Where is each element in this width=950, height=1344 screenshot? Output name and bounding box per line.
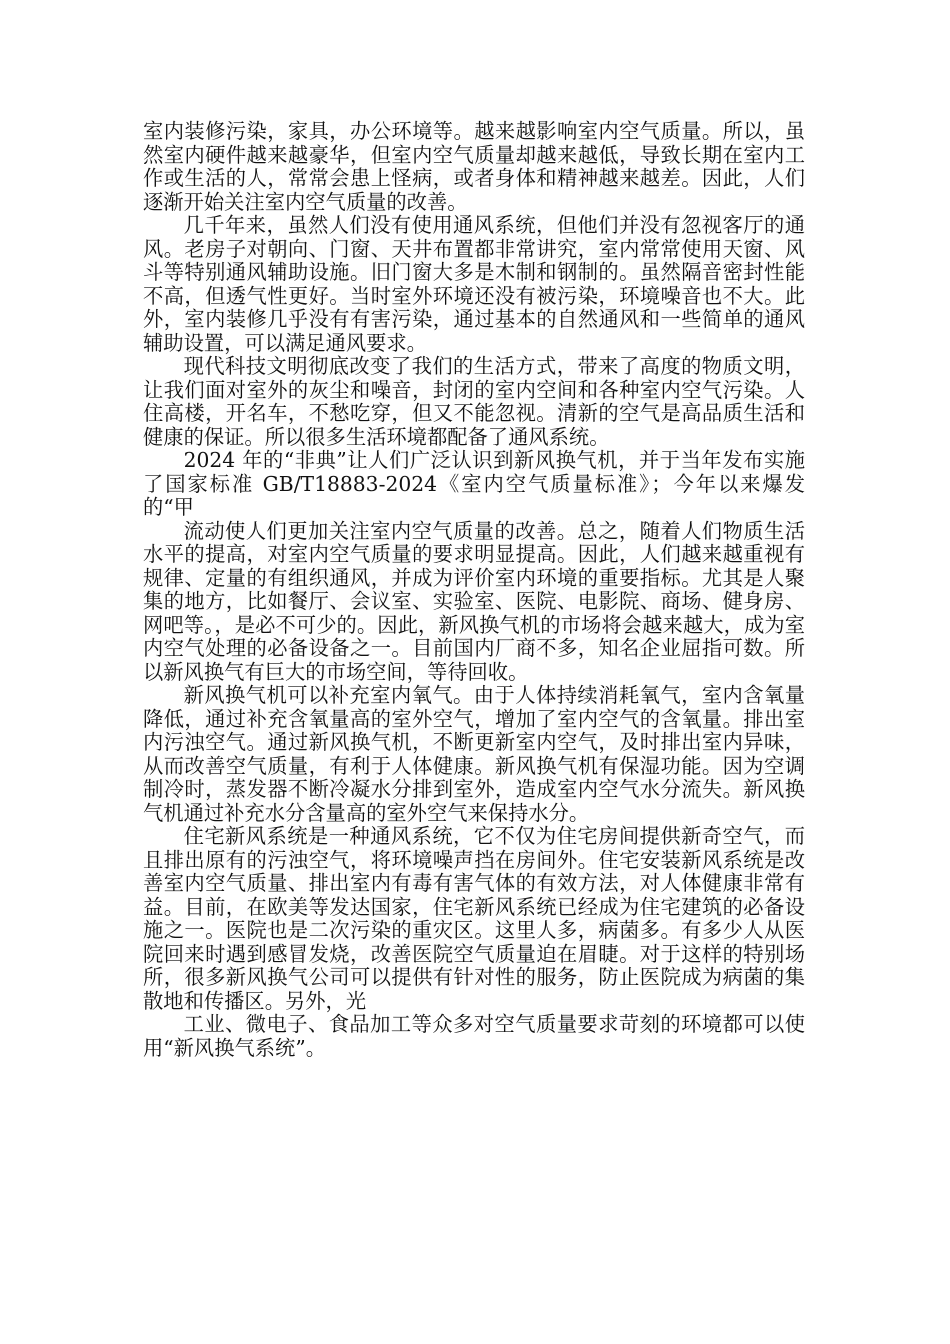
document-body (143, 120, 805, 1060)
paragraph: 工业、微电子、食品加工等众多对空气质量要求苛刻的环境都可以使用“新风换气系统”。 (143, 1012, 805, 1060)
paragraph: 住宅新风系统是一种通风系统，它不仅为住宅房间提供新奇空气，而且排出原有的污浊空气，将环境噪声挡在房间外。住宅安装新风系统是改善室内空气质量、排出室内有毒有害气体的有效方法，对人体健康非常有益。目前，在欧美等发达国家，住宅新风系统已经成为住宅建筑的必备设施之一。医院也是二次污染的重灾区。这里人多，病菌多。有多少人从医院回来时遇到感冒发烧，改善医院空气质量迫在眉睫。对于这样的特别场所，很多新风换气公司可以提供有针对性的服务，防止医院成为病菌的集散地和传播区。另外，光 (143, 824, 805, 1013)
paragraph: 几千年来，虽然人们没有使用通风系统，但他们并没有忽视客厅的通风。老房子对朝向、门窗、天井布置都非常讲究，室内常常使用天窗、风斗等特别通风辅助设施。旧门窗大多是木制和钢制的。虽然隔音密封性能不高，但透气性更好。当时室外环境还没有被污染，环境噪音也不大。此外，室内装修几乎没有有害污染，通过基本的自然通风和一些简单的通风辅助设置，可以满足通风要求。 (143, 213, 805, 355)
paragraph: 2024 年的“非典”让人们广泛认识到新风换气机，并于当年发布实施了国家标准 GB/T18883-2024《室内空气质量标准》；今年以来爆发的“甲 (143, 448, 805, 519)
paragraph: 室内装修污染，家具，办公环境等。越来越影响室内空气质量。所以，虽然室内硬件越来越豪华，但室内空气质量却越来越低，导致长期在室内工作或生活的人，常常会患上怪病，或者身体和精神越来越差。因此，人们逐渐开始关注室内空气质量的改善。 (143, 119, 805, 214)
paragraph: 现代科技文明彻底改变了我们的生活方式，带来了高度的物质文明，让我们面对室外的灰尘和噪音，封闭的室内空间和各种室内空气污染。人住高楼，开名车，不愁吃穿，但又不能忽视。清新的空气是高品质生活和健康的保证。所以很多生活环境都配备了通风系统。 (143, 354, 805, 449)
paragraph: 新风换气机可以补充室内氧气。由于人体持续消耗氧气，室内含氧量降低，通过补充含氧量高的室外空气，增加了室内空气的含氧量。排出室内污浊空气。通过新风换气机，不断更新室内空气，及时排出室内异味，从而改善空气质量，有利于人体健康。新风换气机有保湿功能。因为空调制冷时，蒸发器不断冷凝水分排到室外，造成室内空气水分流失。新风换气机通过补充水分含量高的室外空气来保持水分。 (143, 683, 805, 825)
paragraph: 流动使人们更加关注室内空气质量的改善。总之，随着人们物质生活水平的提高，对室内空气质量的要求明显提高。因此，人们越来越重视有规律、定量的有组织通风，并成为评价室内环境的重要指标。尤其是人聚集的地方，比如餐厅、会议室、实验室、医院、电影院、商场、健身房、网吧等。，是必不可少的。因此，新风换气机的市场将会越来越大，成为室内空气处理的必备设备之一。目前国内厂商不多，知名企业屈指可数。所以新风换气有巨大的市场空间，等待回收。 (143, 518, 805, 684)
